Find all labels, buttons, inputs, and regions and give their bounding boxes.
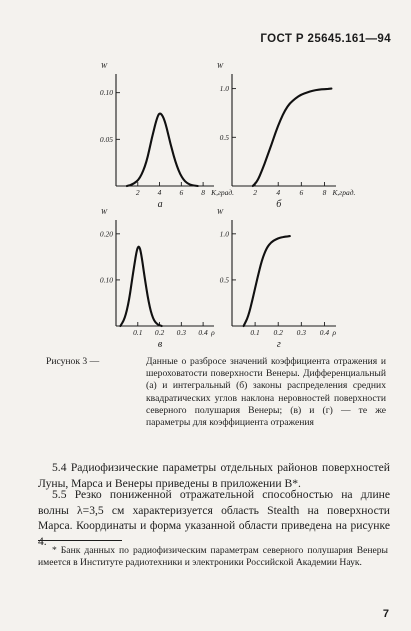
panel-label: а — [157, 199, 163, 210]
y-tick-label: 1.0 — [219, 84, 229, 94]
y-axis-label: W — [100, 207, 108, 216]
x-tick-label: 0.4 — [319, 328, 330, 337]
x-tick-label: 4 — [157, 188, 162, 197]
series-curve — [120, 247, 161, 326]
series-curve — [253, 89, 332, 186]
y-tick-label: 0.05 — [99, 134, 113, 144]
x-tick-label: 4 — [276, 188, 281, 197]
y-axis-label: W — [216, 207, 224, 216]
figure-caption-label: Рисунок 3 — — [46, 356, 100, 367]
chart-panel-d — [214, 204, 356, 352]
x-tick-label: 6 — [179, 188, 184, 197]
y-tick-label: 0.5 — [219, 275, 229, 285]
x-axis-label: ρ — [211, 328, 215, 337]
series-curve — [127, 114, 198, 186]
x-axis-label: К,град. — [332, 188, 356, 197]
x-axis-label: ρ — [332, 328, 337, 337]
x-tick-label: 2 — [253, 188, 257, 197]
panel-label: в — [157, 339, 163, 350]
y-tick-label: 0.10 — [99, 88, 113, 98]
figure-caption-text: Данные о разбросе значений коэффициента отражения и шероховатости поверхности Венеры. Дифференциальный (а) и интегральный (б) законы распределения средних квадратических углов наклона неровностей поверхности северного полушария Венеры; (в) и (г) — те же параметры для коэффициента отражения — [146, 356, 386, 429]
panel-label: б — [276, 199, 282, 210]
series-curve — [244, 236, 290, 326]
y-axis-label: W — [216, 61, 224, 70]
x-tick-label: 8 — [322, 188, 327, 197]
x-tick-label: 0.1 — [250, 328, 260, 337]
x-tick-label: 0.2 — [154, 328, 165, 337]
footnote-rule — [38, 540, 122, 541]
chart-panel-b — [214, 62, 356, 214]
footnote: * Банк данных по радиофизическим параметрам северного полушария Венеры имеется в Институте радиотехники и электроники Российской Академии Наук. — [38, 545, 388, 569]
x-tick-label: 2 — [135, 188, 140, 197]
chart-panel-c — [90, 204, 230, 352]
x-tick-label: 6 — [299, 188, 304, 197]
y-axis-label: W — [100, 61, 108, 70]
x-tick-label: 0.3 — [296, 328, 307, 337]
paragraph-5-5: 5.5 Резко пониженной отражательной способностью на длине волны λ=3,5 см характеризуется область Stealth на поверхности Марса. Координаты и форма указанной области приведена на рисунке 4. — [38, 488, 390, 548]
y-tick-label: 1.0 — [219, 229, 229, 239]
y-tick-label: 0.20 — [99, 229, 113, 239]
y-tick-label: 0.5 — [219, 132, 229, 142]
x-tick-label: 0.4 — [198, 328, 208, 337]
x-tick-label: 0.2 — [273, 328, 283, 337]
x-tick-label: 0.3 — [176, 328, 187, 337]
chart-panel-a — [90, 61, 235, 214]
x-tick-label: 0.1 — [133, 328, 143, 337]
panel-label: г — [276, 339, 281, 350]
x-axis-label: К,град. — [211, 188, 235, 197]
x-tick-label: 8 — [201, 188, 205, 197]
page-number: 7 — [382, 608, 389, 620]
y-tick-label: 0.10 — [99, 275, 113, 285]
standard-header: ГОСТ Р 25645.161—94 — [260, 33, 391, 45]
paragraph-5-4: 5.4 Радиофизические параметры отдельных районов поверхностей Луны, Марса и Венеры приведены в приложении В*. — [38, 461, 390, 490]
